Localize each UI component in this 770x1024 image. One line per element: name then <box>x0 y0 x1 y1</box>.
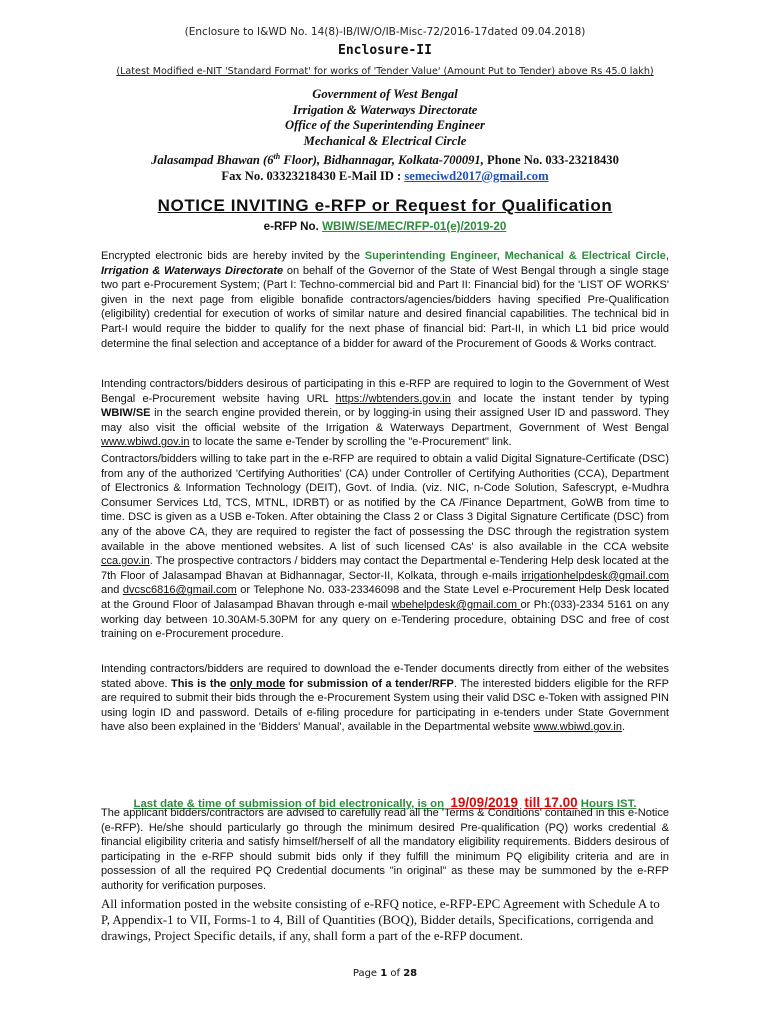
enclosure-reference: (Enclosure to I&WD No. 14(8)-IB/IW/O/IB-Misc-72/2016-17dated 09.04.2018) <box>184 26 586 38</box>
wbtenders-link[interactable]: https://wbtenders.gov.in <box>335 392 451 405</box>
paragraph-login <box>101 377 669 450</box>
footer-total-pages: 28 <box>403 968 418 979</box>
para3-text-1: Contractors/bidders willing to take part in the e-RFP are required to obtain a valid Digital Signature-Certificate (DSC) from any of the authorized 'Certifying Authorities' (CA) under Controller of Certifying Authorities (CCA), Department of Electronics & Information Technology (DEIT), Govt. of India. (viz. NIC, n-Code Solution, Safescrypt, e-Mudhra Consumer Services Ltd, TCS, MTNL, IDRBT) or as notified by the CA /Finance Department, GoWB from time to time. DSC is given as a USB e-Token. After obtaining the Class 2 or Class 3 Digital Signature Certificate (DSC) from any of the above CA, they are required to register the fact of possessing the DSC through the registration system available in the above mentioned websites. A list of such licensed CAs' is also available in the CCA website <box>101 453 669 553</box>
page-number <box>0 968 770 979</box>
paragraph-advisory <box>101 806 669 894</box>
header-fax-line <box>60 169 710 185</box>
para2-search-code: WBIW/SE <box>101 407 151 420</box>
para4-only-mode: only mode <box>229 677 286 690</box>
notice-title: NOTICE INVITING e-RFP or Request for Qualification <box>157 196 613 215</box>
enclosure-subtitle: (Latest Modified e-NIT 'Standard Format' for works of 'Tender Value' (Amount Put to Tender) above Rs 45.0 lakh) <box>116 66 654 77</box>
para4-text-2: . The interested bidders eligible for the RFP are required to submit their bids through the e-Procurement System using their valid DSC e-Token with assigned PIN using login ID and password. Details of e-filing procedure for participating in e-tenders under State Government have also been explained in the 'Bidders' Manual', available in the Departmental website <box>101 677 669 734</box>
cca-link[interactable]: cca.gov.in <box>101 555 150 568</box>
header-fax: Fax No. 03323218430 E-Mail ID : <box>221 168 405 183</box>
para1-text-2: , <box>665 250 669 262</box>
dvcsc-email-link[interactable]: dvcsc6816@gmail.com <box>122 584 237 597</box>
header-address-line <box>60 149 710 169</box>
header-address-sup: th <box>273 152 281 161</box>
para3-text-3: and <box>101 584 123 597</box>
rfp-number-line <box>0 220 770 233</box>
paragraph-documents <box>101 896 669 944</box>
para5-text: The applicant bidders/contractors are advised to carefully read all the 'Terms & Conditions' contained in this e-Notice (e-RFP). He/she should particularly go through the minimum desired Pre-qualification (PQ) works credential & financial eligibility criteria and satisfy himself/herself of all the mandatory eligibility requirements. Bidders desirous of participating in the e-RFP should submit bids only if they fulfill the minimum PQ eligibility criteria and are in possession of all the required PQ Credential documents "in original" as these may be summoned by the e-RFP authority for verification purposes. <box>101 807 669 892</box>
wbehelpdesk-email-link[interactable]: wbehelpdesk@gmail.com <box>391 598 521 611</box>
para6-text: All information posted in the website consisting of e-RFQ notice, e-RFP-EPC Agreement with Schedule A to P, Appendix-1 to VII, Forms-1 to 4, Bill of Quantities (BOQ), Bidder details, Specifications, corrigenda and drawings, Project Specific details, if any, shall form a part of the e-RFP document. <box>101 897 660 943</box>
para3-text-4: or Telephone No. 033-23346098 and the State Level e-Procurement Help Desk located at the Ground Floor of Jalasampad Bhavan through e-mail <box>101 584 669 611</box>
wbiwd-link-2[interactable]: www.wbiwd.gov.in <box>533 721 622 734</box>
deadline-time: till 17.00 <box>524 795 578 810</box>
para2-text-4: to locate the same e-Tender by scrolling the "e-Procurement" link. <box>189 436 512 449</box>
deadline-hours: Hours IST. <box>580 798 637 810</box>
deadline-date: 19/09/2019 <box>450 795 518 810</box>
para2-text-3: in the search engine provided therein, or by logging-in using their assigned User ID and password. They may also visit the official website of the Irrigation & Waterways Department, Government of West Bengal <box>101 407 669 434</box>
para1-directorate: Irrigation & Waterways Directorate <box>101 264 284 277</box>
header-office: Office of the Superintending Engineer <box>285 118 485 132</box>
header-address-pre: Jalasampad Bhawan (6 <box>151 153 274 168</box>
header-email-link[interactable]: semeciwd2017@gmail.com <box>404 168 549 183</box>
para2-text-1: Intending contractors/bidders desirous of participating in this e-RFP are required to login to the Government of West Bengal e-Procurement website having URL <box>101 378 669 405</box>
wbiwd-link[interactable]: www.wbiwd.gov.in <box>101 436 190 449</box>
para4-bold-1: This is the <box>171 677 230 690</box>
para1-authority: Superintending Engineer, Mechanical & Electrical Circle <box>364 250 666 262</box>
office-header <box>60 87 710 184</box>
paragraph-dsc <box>101 452 669 642</box>
footer-page-word: Page <box>352 968 381 979</box>
header-address-post: Floor), Bidhannagar, Kolkata-700091, <box>280 153 484 168</box>
para4-bold-3: for submission of a tender/RFP <box>285 677 454 690</box>
deadline-label: Last date & time of submission of bid electronically, is on <box>133 798 445 810</box>
enclosure-title: Enclosure-II <box>338 43 432 58</box>
footer-current-page: 1 <box>380 968 388 979</box>
rfp-label: e-RFP No. <box>263 220 323 233</box>
header-government: Government of West Bengal <box>312 87 458 101</box>
footer-of-word: of <box>387 968 404 979</box>
para3-text-5: or Ph:(033)-2334 5161 on any working day between 10.30AM-5.30PM for any query on e-Tendering procedure, obtaining DSC and free of cost training on e-Procurement procedure. <box>101 598 669 641</box>
paragraph-download <box>101 662 669 735</box>
para3-text-2: . The prospective contractors / bidders may contact the Departmental e-Tendering Help desk located at the 7th Floor of Jalasampad Bhavan at Bidhannagar, Sector-II, Kolkata, through e-mails <box>101 555 669 582</box>
para1-text-3: on behalf of the Governor of the State of West Bengal through a single stage two part e-Procurement System; (Part I: Techno-commercial bid and Part II: Financial bid) for the 'LIST OF WORKS' given in the next page from eligible bonafide contractors/agencies/bidders having specified Pre-Qualification (eligibility) credential for execution of works of similar nature and desired financial capabilities. The technical bid in Part-I would require the bidder to qualify for the next phase of financial bid: Part-II, in which L1 bid price would determine the final selection and acceptance of a bidder for award of the Procurement of Goods & Works contract. <box>101 264 670 350</box>
para4-text-3: . <box>621 721 626 734</box>
header-directorate: Irrigation & Waterways Directorate <box>292 102 478 117</box>
paragraph-invitation <box>101 249 669 351</box>
rfp-number: WBIW/SE/MEC/RFP-01(e)/2019-20 <box>322 220 507 233</box>
para1-text-1: Encrypted electronic bids are hereby invited by the <box>101 250 365 262</box>
header-phone: Phone No. 033-23218430 <box>483 153 619 168</box>
para2-text-2: and locate the instant tender by typing <box>450 392 669 405</box>
para4-text-1: Intending contractors/bidders are required to download the e-Tender documents directly from either of the websites stated above. <box>101 663 669 690</box>
header-circle: Mechanical & Electrical Circle <box>303 133 467 148</box>
helpdesk-email-link[interactable]: irrigationhelpdesk@gmail.com <box>521 569 669 582</box>
